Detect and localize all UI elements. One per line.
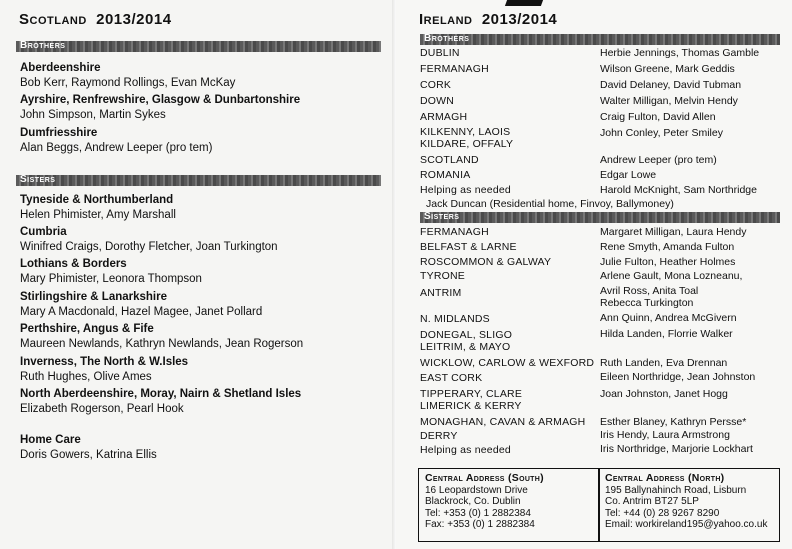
ireland-names: Hilda Landen, Florrie Walker	[600, 328, 733, 340]
ireland-county: EAST CORK	[420, 372, 483, 384]
ireland-sisters-bar	[420, 212, 780, 223]
home-care-names: Doris Gowers, Katrina Ellis	[20, 449, 157, 461]
ireland-brothers-note: Jack Duncan (Residential home, Finvoy, Ballymoney)	[426, 198, 674, 210]
scotland-region: Dumfriesshire	[20, 127, 98, 139]
ireland-names: Joan Johnston, Janet Hogg	[600, 388, 728, 400]
ireland-county: DUBLIN	[420, 47, 460, 59]
scotland-title-word: Scotland	[19, 11, 87, 28]
central-addresses	[418, 468, 780, 542]
ireland-county: LIMERICK & KERRY	[420, 400, 522, 412]
scotland-names: Bob Kerr, Raymond Rollings, Evan McKay	[20, 77, 236, 89]
scotland-region: Cumbria	[20, 226, 67, 238]
scotland-region: Inverness, The North & W.Isles	[20, 356, 189, 368]
ireland-names: Rebecca Turkington	[600, 297, 694, 309]
scan-mark	[505, 0, 543, 6]
address-divider	[598, 469, 600, 541]
ireland-county: Helping as needed	[420, 444, 511, 456]
scotland-names: Mary Phimister, Leonora Thompson	[20, 273, 202, 285]
ireland-names: Andrew Leeper (pro tem)	[600, 154, 717, 166]
ireland-names: David Delaney, David Tubman	[600, 79, 742, 91]
scotland-names: Alan Beggs, Andrew Leeper (pro tem)	[20, 142, 213, 154]
scotland-title-year: 2013/2014	[96, 11, 172, 28]
ireland-county: ANTRIM	[420, 287, 462, 299]
ireland-sisters-label: Sisters	[424, 211, 460, 222]
ireland-county: FERMANAGH	[420, 63, 489, 75]
address-line: Blackrock, Co. Dublin	[425, 496, 521, 507]
scotland-region: North Aberdeenshire, Moray, Nairn & Shetland Isles	[20, 388, 302, 400]
scotland-title	[19, 11, 172, 28]
ireland-title-word: Ireland	[419, 11, 473, 28]
ireland-county: SCOTLAND	[420, 154, 479, 166]
address-phone: Tel: +353 (0) 1 2882384	[425, 507, 531, 519]
scotland-names: Ruth Hughes, Olive Ames	[20, 371, 152, 383]
ireland-brothers-bar	[420, 34, 780, 45]
ireland-names: Avril Ross, Anita Toal	[600, 285, 699, 297]
address-line: 195 Ballynahinch Road, Lisburn	[605, 484, 747, 496]
address-fax: Fax: +353 (0) 1 2882384	[425, 519, 535, 530]
ireland-county: WICKLOW, CARLOW & WEXFORD	[420, 357, 595, 369]
address-phone: Tel: +44 (0) 28 9267 8290	[605, 507, 720, 519]
ireland-names: Walter Milligan, Melvin Hendy	[600, 95, 738, 107]
ireland-page	[396, 0, 792, 549]
ireland-names: Eileen Northridge, Jean Johnston	[600, 371, 756, 383]
address-email: Email: workireland195@yahoo.co.uk	[605, 519, 768, 530]
ireland-names: Craig Fulton, David Allen	[600, 111, 716, 123]
ireland-names: Ann Quinn, Andrea McGivern	[600, 312, 737, 324]
address-line: Co. Antrim BT27 5LP	[605, 496, 699, 507]
address-line: 16 Leopardstown Drive	[425, 484, 528, 496]
ireland-brothers-label: Brothers	[424, 33, 470, 44]
ireland-names: Esther Blaney, Kathryn Persse*	[600, 416, 747, 428]
scotland-names: Winifred Craigs, Dorothy Fletcher, Joan Turkington	[20, 241, 278, 253]
scotland-region: Stirlingshire & Lanarkshire	[20, 291, 167, 303]
ireland-county: DOWN	[420, 95, 455, 107]
address-north	[605, 473, 767, 531]
ireland-names: Julie Fulton, Heather Holmes	[600, 256, 736, 268]
ireland-names: Harold McKnight, Sam Northridge	[600, 184, 757, 196]
ireland-county: CORK	[420, 79, 452, 91]
ireland-county: Helping as needed	[420, 184, 511, 196]
ireland-county: BELFAST & LARNE	[420, 241, 517, 253]
ireland-county: DONEGAL, SLIGO	[420, 329, 513, 341]
ireland-county: KILKENNY, LAOIS	[420, 126, 511, 138]
scotland-names: Mary A Macdonald, Hazel Magee, Janet Pollard	[20, 306, 263, 318]
ireland-names: Edgar Lowe	[600, 169, 657, 181]
ireland-names: Margaret Milligan, Laura Hendy	[600, 226, 747, 238]
scotland-names: Elizabeth Rogerson, Pearl Hook	[20, 403, 184, 415]
ireland-names: Arlene Gault, Mona Lozneanu,	[600, 270, 743, 282]
scotland-region: Tyneside & Northumberland	[20, 194, 174, 206]
scotland-names: Helen Phimister, Amy Marshall	[20, 209, 176, 221]
ireland-names: Rene Smyth, Amanda Fulton	[600, 241, 735, 253]
address-south	[425, 473, 544, 531]
ireland-county: TYRONE	[420, 270, 465, 282]
ireland-names: Wilson Greene, Mark Geddis	[600, 63, 735, 75]
scotland-sisters-bar	[16, 175, 381, 186]
ireland-county: ROMANIA	[420, 169, 471, 181]
scotland-names: John Simpson, Martin Sykes	[20, 109, 166, 121]
ireland-names: Iris Hendy, Laura Armstrong	[600, 429, 730, 441]
ireland-county: KILDARE, OFFALY	[420, 138, 514, 150]
ireland-county: DERRY	[420, 430, 458, 442]
scotland-brothers-label: Brothers	[20, 40, 66, 51]
scotland-region: Ayrshire, Renfrewshire, Glasgow & Dunbartonshire	[20, 94, 301, 106]
scotland-region: Perthshire, Angus & Fife	[20, 323, 154, 335]
ireland-names: John Conley, Peter Smiley	[600, 127, 723, 139]
ireland-county: LEITRIM, & MAYO	[420, 341, 511, 353]
ireland-county: TIPPERARY, CLARE	[420, 388, 523, 400]
scotland-brothers-bar	[16, 41, 381, 52]
scotland-sisters-label: Sisters	[20, 174, 56, 185]
address-south-heading: Central Address (South)	[425, 472, 544, 484]
ireland-county: N. MIDLANDS	[420, 313, 490, 325]
ireland-county: MONAGHAN, CAVAN & ARMAGH	[420, 416, 586, 428]
home-care-heading: Home Care	[20, 434, 81, 446]
address-north-heading: Central Address (North)	[605, 472, 725, 484]
ireland-names: Iris Northridge, Marjorie Lockhart	[600, 443, 753, 455]
scotland-region: Aberdeenshire	[20, 62, 101, 74]
ireland-title	[419, 11, 557, 28]
ireland-names: Herbie Jennings, Thomas Gamble	[600, 47, 760, 59]
scotland-region: Lothians & Borders	[20, 258, 127, 270]
ireland-county: FERMANAGH	[420, 226, 489, 238]
ireland-names: Ruth Landen, Eva Drennan	[600, 357, 728, 369]
ireland-title-year: 2013/2014	[481, 11, 558, 28]
ireland-county: ROSCOMMON & GALWAY	[420, 256, 552, 268]
ireland-county: ARMAGH	[420, 111, 468, 123]
scotland-names: Maureen Newlands, Kathryn Newlands, Jean Rogerson	[20, 338, 304, 350]
